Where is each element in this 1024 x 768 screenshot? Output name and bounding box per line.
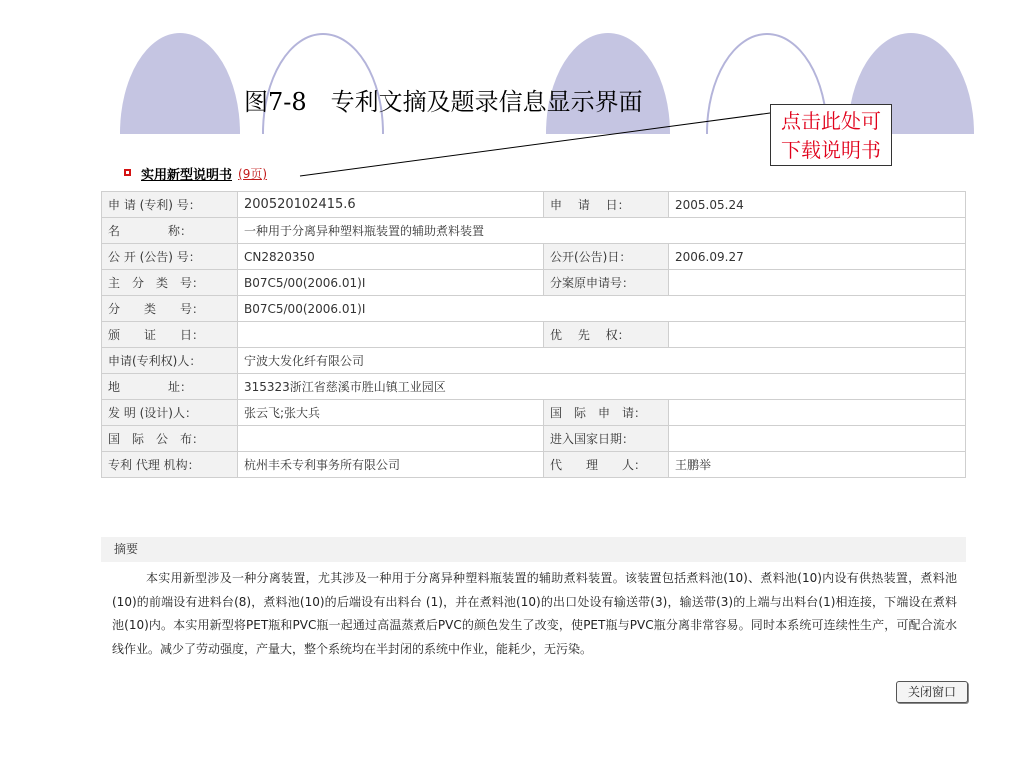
field-label: 名 称： (102, 218, 238, 244)
field-value (238, 426, 544, 452)
field-value: B07C5/00(2006.01)I (238, 296, 966, 322)
table-row (102, 296, 966, 322)
field-label: 公 开 (公告) 号： (102, 244, 238, 270)
field-label: 代 理 人： (544, 452, 669, 478)
table-row (102, 192, 966, 218)
section-header (124, 164, 267, 183)
field-value: 杭州丰禾专利事务所有限公司 (238, 452, 544, 478)
field-label: 颁 证 日： (102, 322, 238, 348)
field-value (238, 322, 544, 348)
field-label: 申请(专利权)人： (102, 348, 238, 374)
field-value: CN2820350 (238, 244, 544, 270)
field-value: 2005.05.24 (669, 192, 966, 218)
table-row (102, 426, 966, 452)
table-row (102, 270, 966, 296)
table-row (102, 348, 966, 374)
table-row (102, 452, 966, 478)
field-value (669, 270, 966, 296)
field-value: 王鹏举 (669, 452, 966, 478)
close-window-button[interactable]: 关闭窗口 (896, 681, 968, 703)
field-value (669, 322, 966, 348)
field-label: 主 分 类 号： (102, 270, 238, 296)
abstract-heading: 摘要 (101, 537, 966, 562)
field-value (669, 400, 966, 426)
table-row (102, 218, 966, 244)
field-label: 分案原申请号： (544, 270, 669, 296)
field-value: 张云飞;张大兵 (238, 400, 544, 426)
field-label: 进入国家日期： (544, 426, 669, 452)
field-value: B07C5/00(2006.01)I (238, 270, 544, 296)
table-row (102, 244, 966, 270)
section-title: 实用新型说明书 (141, 168, 233, 183)
field-label: 国 际 公 布： (102, 426, 238, 452)
table-row (102, 374, 966, 400)
field-value: 200520102415.6 (238, 192, 544, 218)
field-label: 申 请 日： (544, 192, 669, 218)
field-value: 315323浙江省慈溪市胜山镇工业园区 (238, 374, 966, 400)
field-value (669, 426, 966, 452)
callout-line-2: 下载说明书 (781, 138, 881, 162)
table-row (102, 322, 966, 348)
field-label: 国 际 申 请： (544, 400, 669, 426)
field-label: 优 先 权： (544, 322, 669, 348)
field-label: 地 址： (102, 374, 238, 400)
download-pages-link[interactable]: (9页) (238, 167, 268, 181)
field-label: 发 明 (设计)人： (102, 400, 238, 426)
slide-title: 图7-8 专利文摘及题录信息显示界面 (244, 88, 643, 116)
field-value: 宁波大发化纤有限公司 (238, 348, 966, 374)
patent-info-table (101, 191, 966, 478)
field-label: 分 类 号： (102, 296, 238, 322)
callout-line-1: 点击此处可 (781, 109, 881, 133)
table-row (102, 400, 966, 426)
abstract-text: 本实用新型涉及一种分离装置，尤其涉及一种用于分离异种塑料瓶装置的辅助煮料装置。该装置包括煮料池(10)、煮料池(10)内设有供热装置，煮料池(10)的前端设有进料台(8)，煮料池(10)的后端设有出料台 (1)，并在煮料池(10)的出口处设有输送带(3)，输送带(3)的上端与出料台(1)相连接，下端设在煮料池(10)内。本实用新型将PET瓶和PVC瓶一起通过高温蒸煮后PVC的颜色发生了改变，使PET瓶与PVC瓶分离非常容易。同时本系统可连续性生产，可配合流水线作业。减少了劳动强度，产量大，整个系统均在半封闭的系统中作业，能耗少，无污染。 (112, 571, 957, 656)
bullet-icon (124, 169, 131, 176)
field-label: 公开(公告)日： (544, 244, 669, 270)
field-label: 申 请 (专利) 号： (102, 192, 238, 218)
field-value: 2006.09.27 (669, 244, 966, 270)
field-value: 一种用于分离异种塑料瓶装置的辅助煮料装置 (238, 218, 966, 244)
field-label: 专利 代理 机构： (102, 452, 238, 478)
